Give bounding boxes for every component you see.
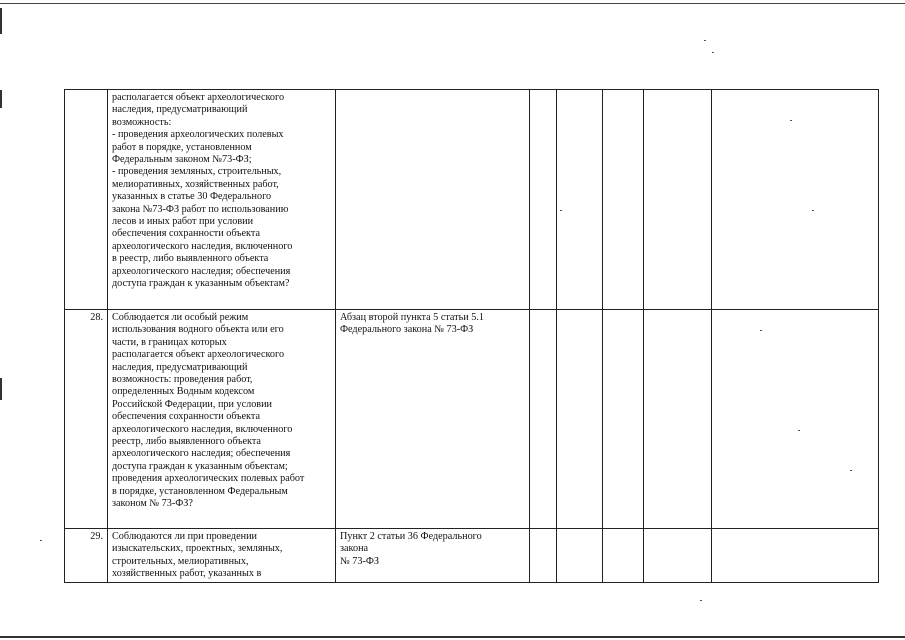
answer-yes-cell: [530, 90, 557, 310]
legal-reference: Пункт 2 статьи 36 Федерального закона № 73-ФЗ: [336, 529, 530, 583]
answer-extra-cell: [644, 90, 712, 310]
scan-margin-mark: [0, 90, 2, 108]
scan-edge-bottom: [0, 636, 905, 638]
scan-noise: [40, 540, 42, 541]
answer-no-cell: [557, 310, 603, 529]
row-number: 29.: [65, 529, 108, 583]
scan-noise: [700, 600, 702, 601]
requirement-question: Соблюдаются ли при проведении изыскательских, проектных, земляных, строительных, мелиоративных, хозяйственных работ, указанных в: [108, 529, 336, 583]
scan-noise: [812, 210, 814, 211]
scan-edge-top: [0, 3, 905, 4]
legal-reference: [336, 90, 530, 310]
answer-no-cell: [557, 529, 603, 583]
legal-reference: Абзац второй пункта 5 статьи 5.1 Федерального закона № 73-ФЗ: [336, 310, 530, 529]
scan-noise: [560, 210, 562, 211]
answer-extra-cell: [644, 529, 712, 583]
scan-noise: [850, 470, 852, 471]
table-row: [65, 310, 879, 529]
scan-noise: [760, 330, 762, 331]
answer-na-cell: [603, 310, 644, 529]
scan-margin-mark: [0, 8, 2, 34]
answer-na-cell: [603, 529, 644, 583]
answer-yes-cell: [530, 310, 557, 529]
row-number: 28.: [65, 310, 108, 529]
requirement-question: располагается объект археологического наследия, предусматривающий возможность: - проведения археологических полевых работ в порядке, установленном Федеральным законом №73-ФЗ; - проведения земляных, строительных, мелиоративных, хозяйственных работ, указанных в статье 30 Федерального закона №73-ФЗ работ по использованию лесов и иных работ при условии обеспечения сохранности объекта археологического наследия, включенного в реестр, либо выявленного объекта археологического наследия; обеспечения доступа граждан к указанным объектам?: [108, 90, 336, 310]
scan-noise: [712, 52, 714, 53]
scan-noise: [704, 40, 706, 41]
scan-margin-mark: [0, 378, 2, 400]
row-number: [65, 90, 108, 310]
answer-na-cell: [603, 90, 644, 310]
checklist-table: [64, 89, 879, 583]
requirement-question: Соблюдается ли особый режим использования водного объекта или его части, в границах которых располагается объект археологического наследия, предусматривающий возможность: проведения работ, определенных Водным кодексом Российской Федерации, при условии обеспечения сохранности объекта археологического наследия, включенного реестр, либо выявленного объекта археологического наследия; обеспечения доступа граждан к указанным объектам; проведения археологических полевых работ в порядке, установленном Федеральным законом № 73-ФЗ?: [108, 310, 336, 529]
answer-extra-cell: [644, 310, 712, 529]
scan-noise: [798, 430, 800, 431]
notes-cell: [712, 310, 879, 529]
table-row: [65, 529, 879, 583]
notes-cell: [712, 529, 879, 583]
notes-cell: [712, 90, 879, 310]
answer-no-cell: [557, 90, 603, 310]
table-row: [65, 90, 879, 310]
scan-noise: [790, 120, 792, 121]
answer-yes-cell: [530, 529, 557, 583]
